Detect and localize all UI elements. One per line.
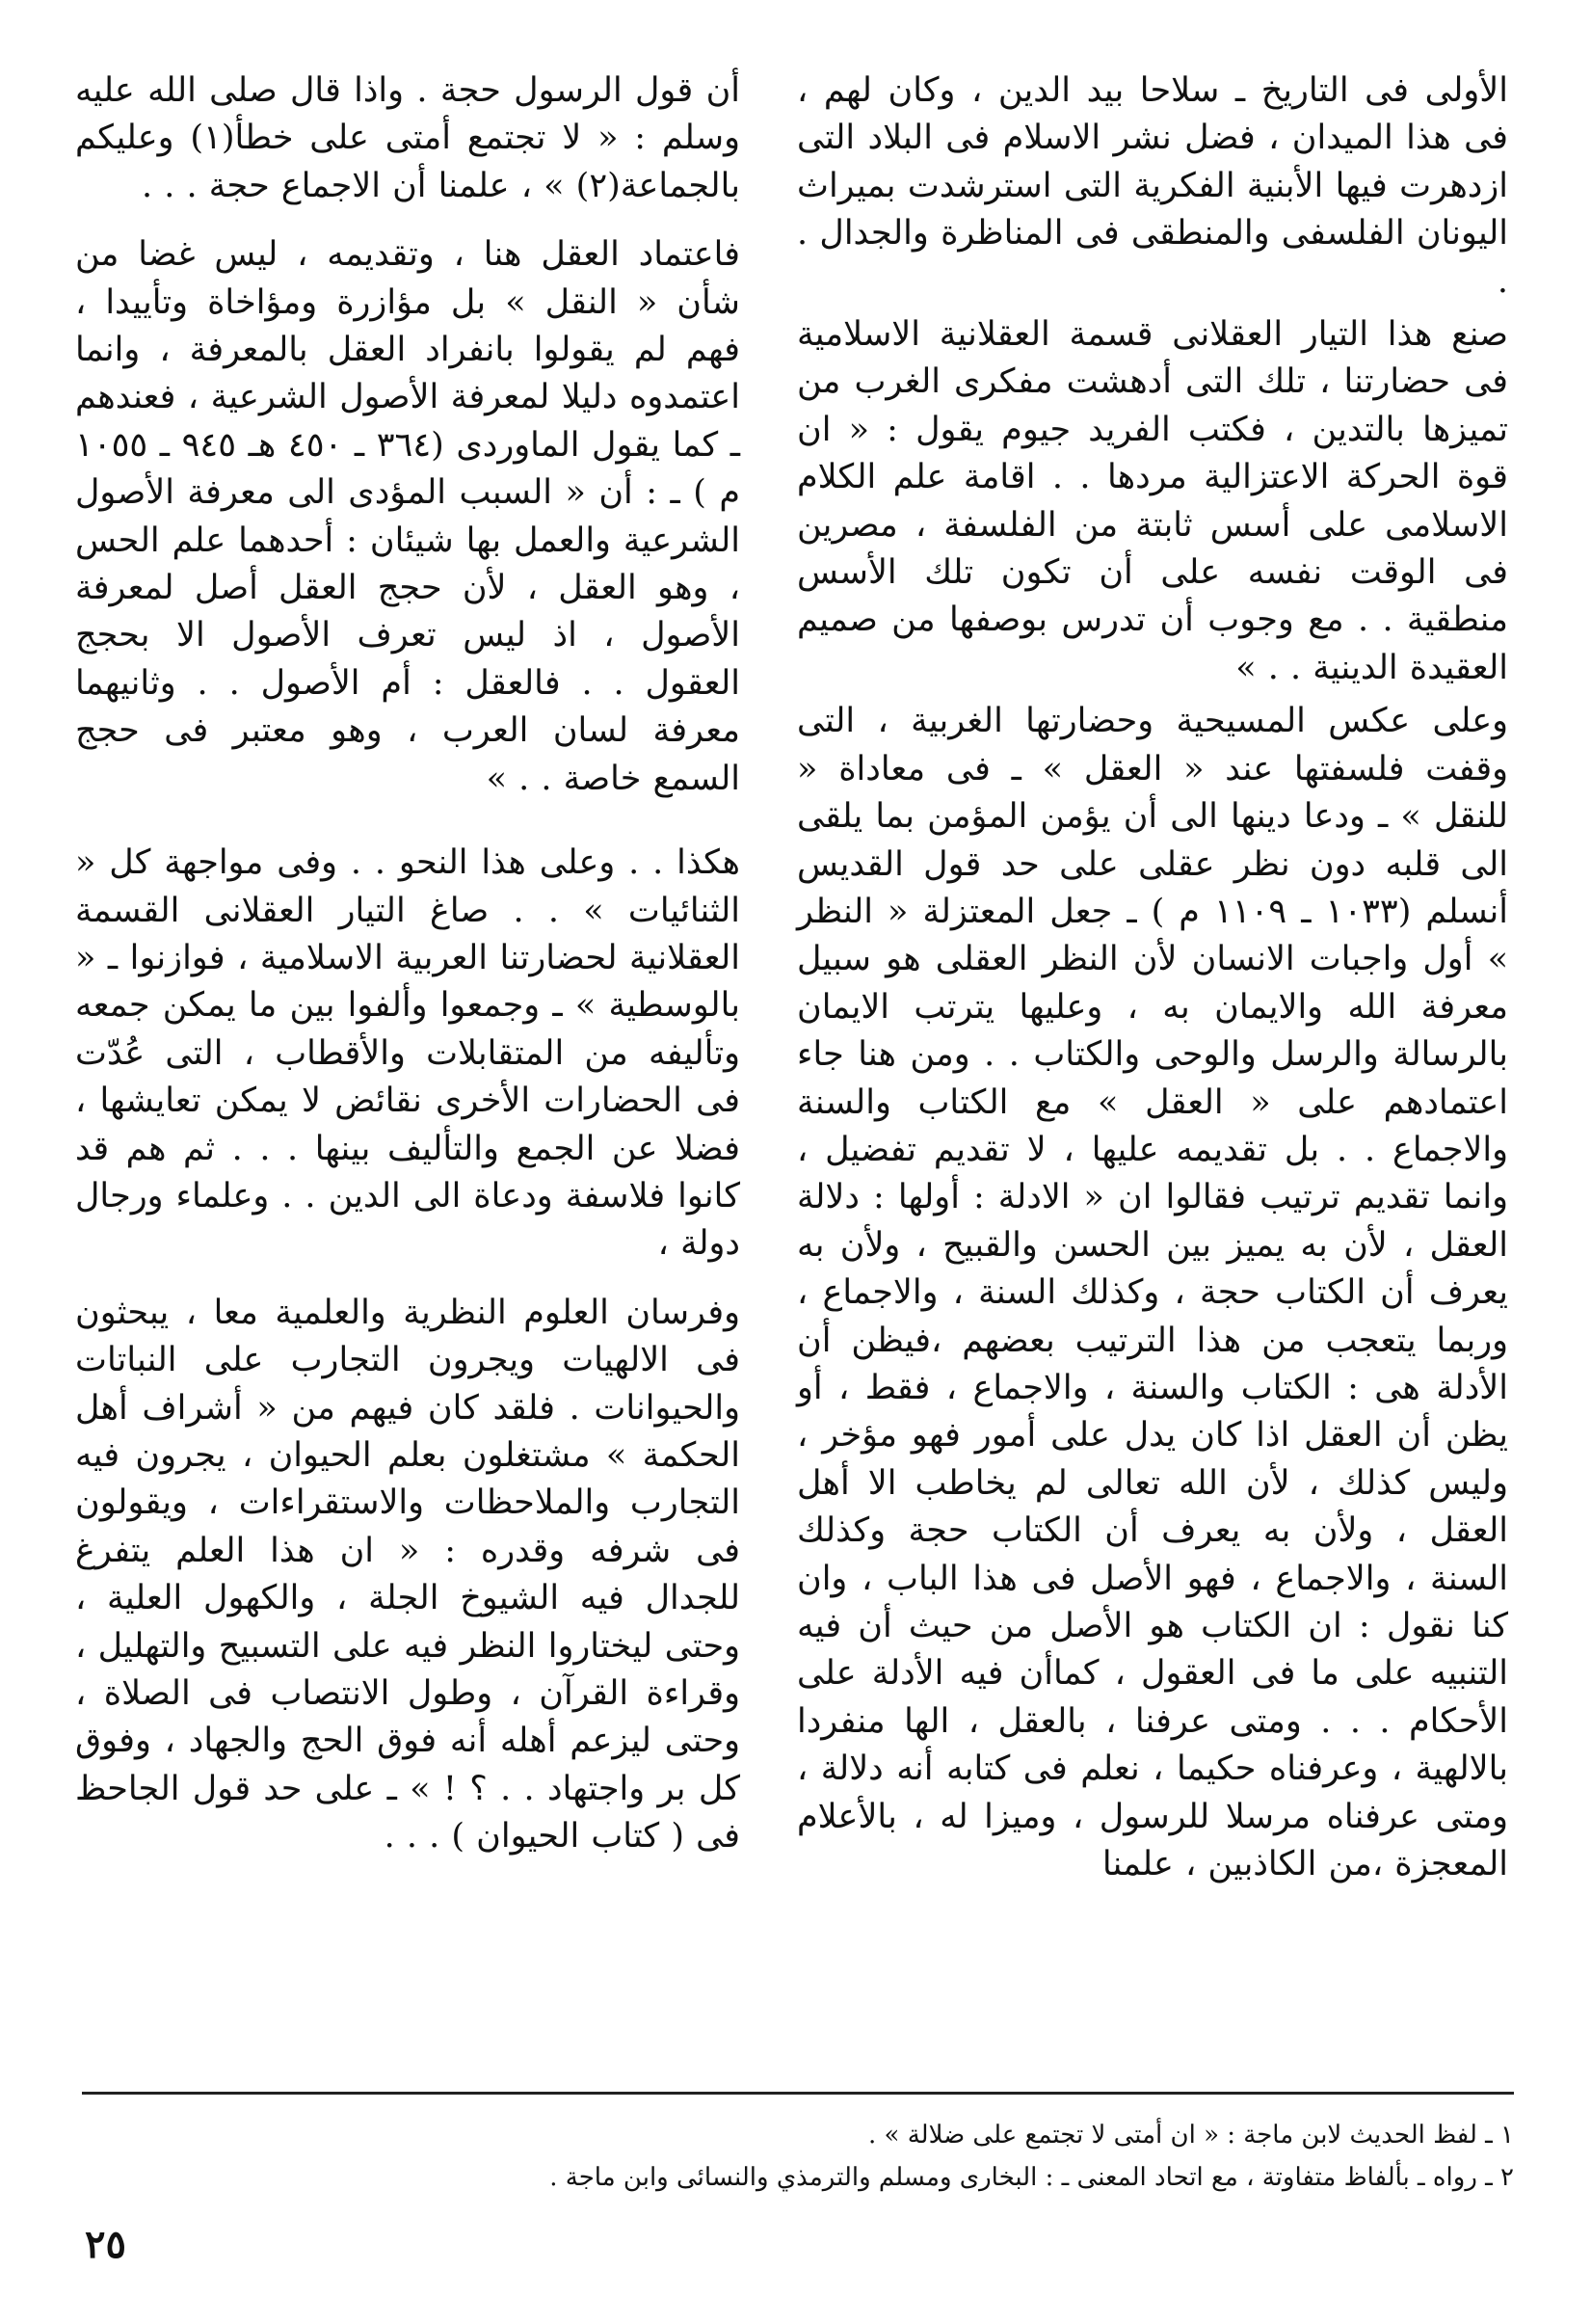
page-number: ٢٥	[85, 2222, 126, 2267]
footnotes	[82, 2114, 1514, 2199]
paragraph: وفرسان العلوم النظرية والعلمية معا ، يبحثون فى الالهيات ويجرون التجارب على النباتات والحيوانات . فلقد كان فيهم من « أشراف أهل الحكمة » مشتغلون بعلم الحيوان ، يجرون فيه التجارب والملاحظات والاستقراءات ، ويقولون فى شرفه وقدره : « ان هذا العلم يتفرغ للجدال فيه الشيوخ الجلة ، والكهول العلية ، وحتى ليختاروا النظر فيه على التسبيح والتهليل ، وقراءة القرآن ، وطول الانتصاب فى الصلاة ، وحتى ليزعم أهله أنه فوق الحج والجهاد ، وفوق كل بر واجتهاد . . ؟ ! » ـ على حد قول الجاحظ فى ( كتاب الحيوان ) . . .	[75, 1293, 740, 1857]
left-column	[75, 67, 740, 2053]
paragraph: صنع هذا التيار العقلانى قسمة العقلانية الاسلامية فى حضارتنا ، تلك التى أدهشت مفكرى الغرب من تميزها بالتدين ، فكتب الفريد جيوم يقول : « ان قوة الحركة الاعتزالية مردها . . اقامة علم الكلام الاسلامى على أسس ثابتة من الفلسفة ، مصرين فى الوقت نفسه على أن تكون تلك الأسس منطقية . . مع وجوب أن تدرس بوصفها من صميم العقيدة الدينية . . »	[797, 315, 1508, 687]
paragraph: أن قول الرسول حجة . واذا قال صلى الله عليه وسلم : « لا تجتمع أمتى على خطأ(١) وعليكم بالجماعة(٢) » ، علمنا أن الاجماع حجة . . .	[75, 71, 740, 205]
right-column	[797, 67, 1508, 2053]
paragraph: فاعتماد العقل هنا ، وتقديمه ، ليس غضا من شأن « النقل » بل مؤازرة ومؤاخاة وتأييدا ، فهم لم يقولوا بانفراد العقل بالمعرفة ، وانما اعتمدوه دليلا لمعرفة الأصول الشرعية ، فعندهم ـ كما يقول الماوردى (٣٦٤ ـ ٤٥٠ هـ ٩٤٥ ـ ١٠٥٥ م ) ـ : أن « السبب المؤدى الى معرفة الأصول الشرعية والعمل بها شيئان : أحدهما علم الحس ، وهو العقل ، لأن حجج العقل أصل لمعرفة الأصول ، اذ ليس تعرف الأصول الا بحجج العقول . . فالعقل : أم الأصول . . وثانيهما معرفة لسان العرب ، وهو معتبر فى حجج السمع خاصة . . »	[75, 235, 740, 798]
footnote-2: ٢ ـ رواه ـ بألفاظ متفاوتة ، مع اتحاد المعنى ـ : البخارى ومسلم والترمذي والنسائى وابن ماجة .	[549, 2163, 1514, 2192]
paragraph: وعلى عكس المسيحية وحضارتها الغربية ، التى وقفت فلسفتها عند « العقل » ـ فى معاداة « للنقل » ـ ودعا دينها الى أن يؤمن المؤمن بما يلقى الى قلبه دون نظر عقلى على حد قول القديس أنسلم (١٠٣٣ ـ ١١٠٩ م ) ـ جعل المعتزلة « النظر » أول واجبات الانسان لأن النظر العقلى هو سبيل معرفة الله والايمان به ، وعليها يترتب الايمان بالرسالة والرسل والوحى والكتاب . . ومن هنا جاء اعتمادهم على « العقل » مع الكتاب والسنة والاجماع . . بل تقديمه عليها ، لا تقديم تفضيل ، وانما تقديم ترتيب فقالوا ان « الادلة : أولها : دلالة العقل ، لأن به يميز بين الحسن والقبيح ، ولأن به يعرف أن الكتاب حجة ، وكذلك السنة ، والاجماع ، وربما يتعجب من هذا الترتيب بعضهم ،فيظن أن الأدلة هى : الكتاب والسنة ، والاجماع ، فقط ، أو يظن أن العقل اذا كان يدل على أمور فهو مؤخر ، وليس كذلك ، لأن الله تعالى لم يخاطب الا أهل العقل ، ولأن به يعرف أن الكتاب حجة وكذلك السنة ، والاجماع ، فهو الأصل فى هذا الباب ، وان كنا نقول : ان الكتاب هو الأصل من حيث أن فيه التنبيه على ما فى العقول ، كماأن فيه الأدلة على الأحكام . . . ومتى عرفنا ، بالعقل ، الها منفردا بالالهية ، وعرفناه حكيما ، نعلم فى كتابه أنه دلالة ، ومتى عرفناه مرسلا للرسول ، وميزا له ، بالأعلام المعجزة ،من الكاذبين ، علمنا	[797, 702, 1508, 1884]
footnote-divider	[82, 2092, 1514, 2095]
footnote-1: ١ ـ لفظ الحديث لابن ماجة : « ان أمتى لا تجتمع على ضلالة » .	[868, 2121, 1514, 2150]
paragraph: الأولى فى التاريخ ـ سلاحا بيد الدين ، وكان لهم ، فى هذا الميدان ، فضل نشر الاسلام فى البلاد التى ازدهرت فيها الأبنية الفكرية التى استرشدت بميراث اليونان الفلسفى والمنطقى فى المناظرة والجدال . .	[797, 71, 1508, 301]
paragraph: هكذا . . وعلى هذا النحو . . وفى مواجهة كل « الثنائيات » . . صاغ التيار العقلانى القسمة العقلانية لحضارتنا العربية الاسلامية ، فوازنوا ـ « بالوسطية » ـ وجمعوا وألفوا بين ما يمكن جمعه وتأليفه من المتقابلات والأقطاب ، التى عُدّت فى الحضارات الأخرى نقائض لا يمكن تعايشها ، فضلا عن الجمع والتأليف بينها . . . ثم هم قد كانوا فلاسفة ودعاة الى الدين . . وعلماء ورجال دولة ،	[75, 843, 740, 1264]
